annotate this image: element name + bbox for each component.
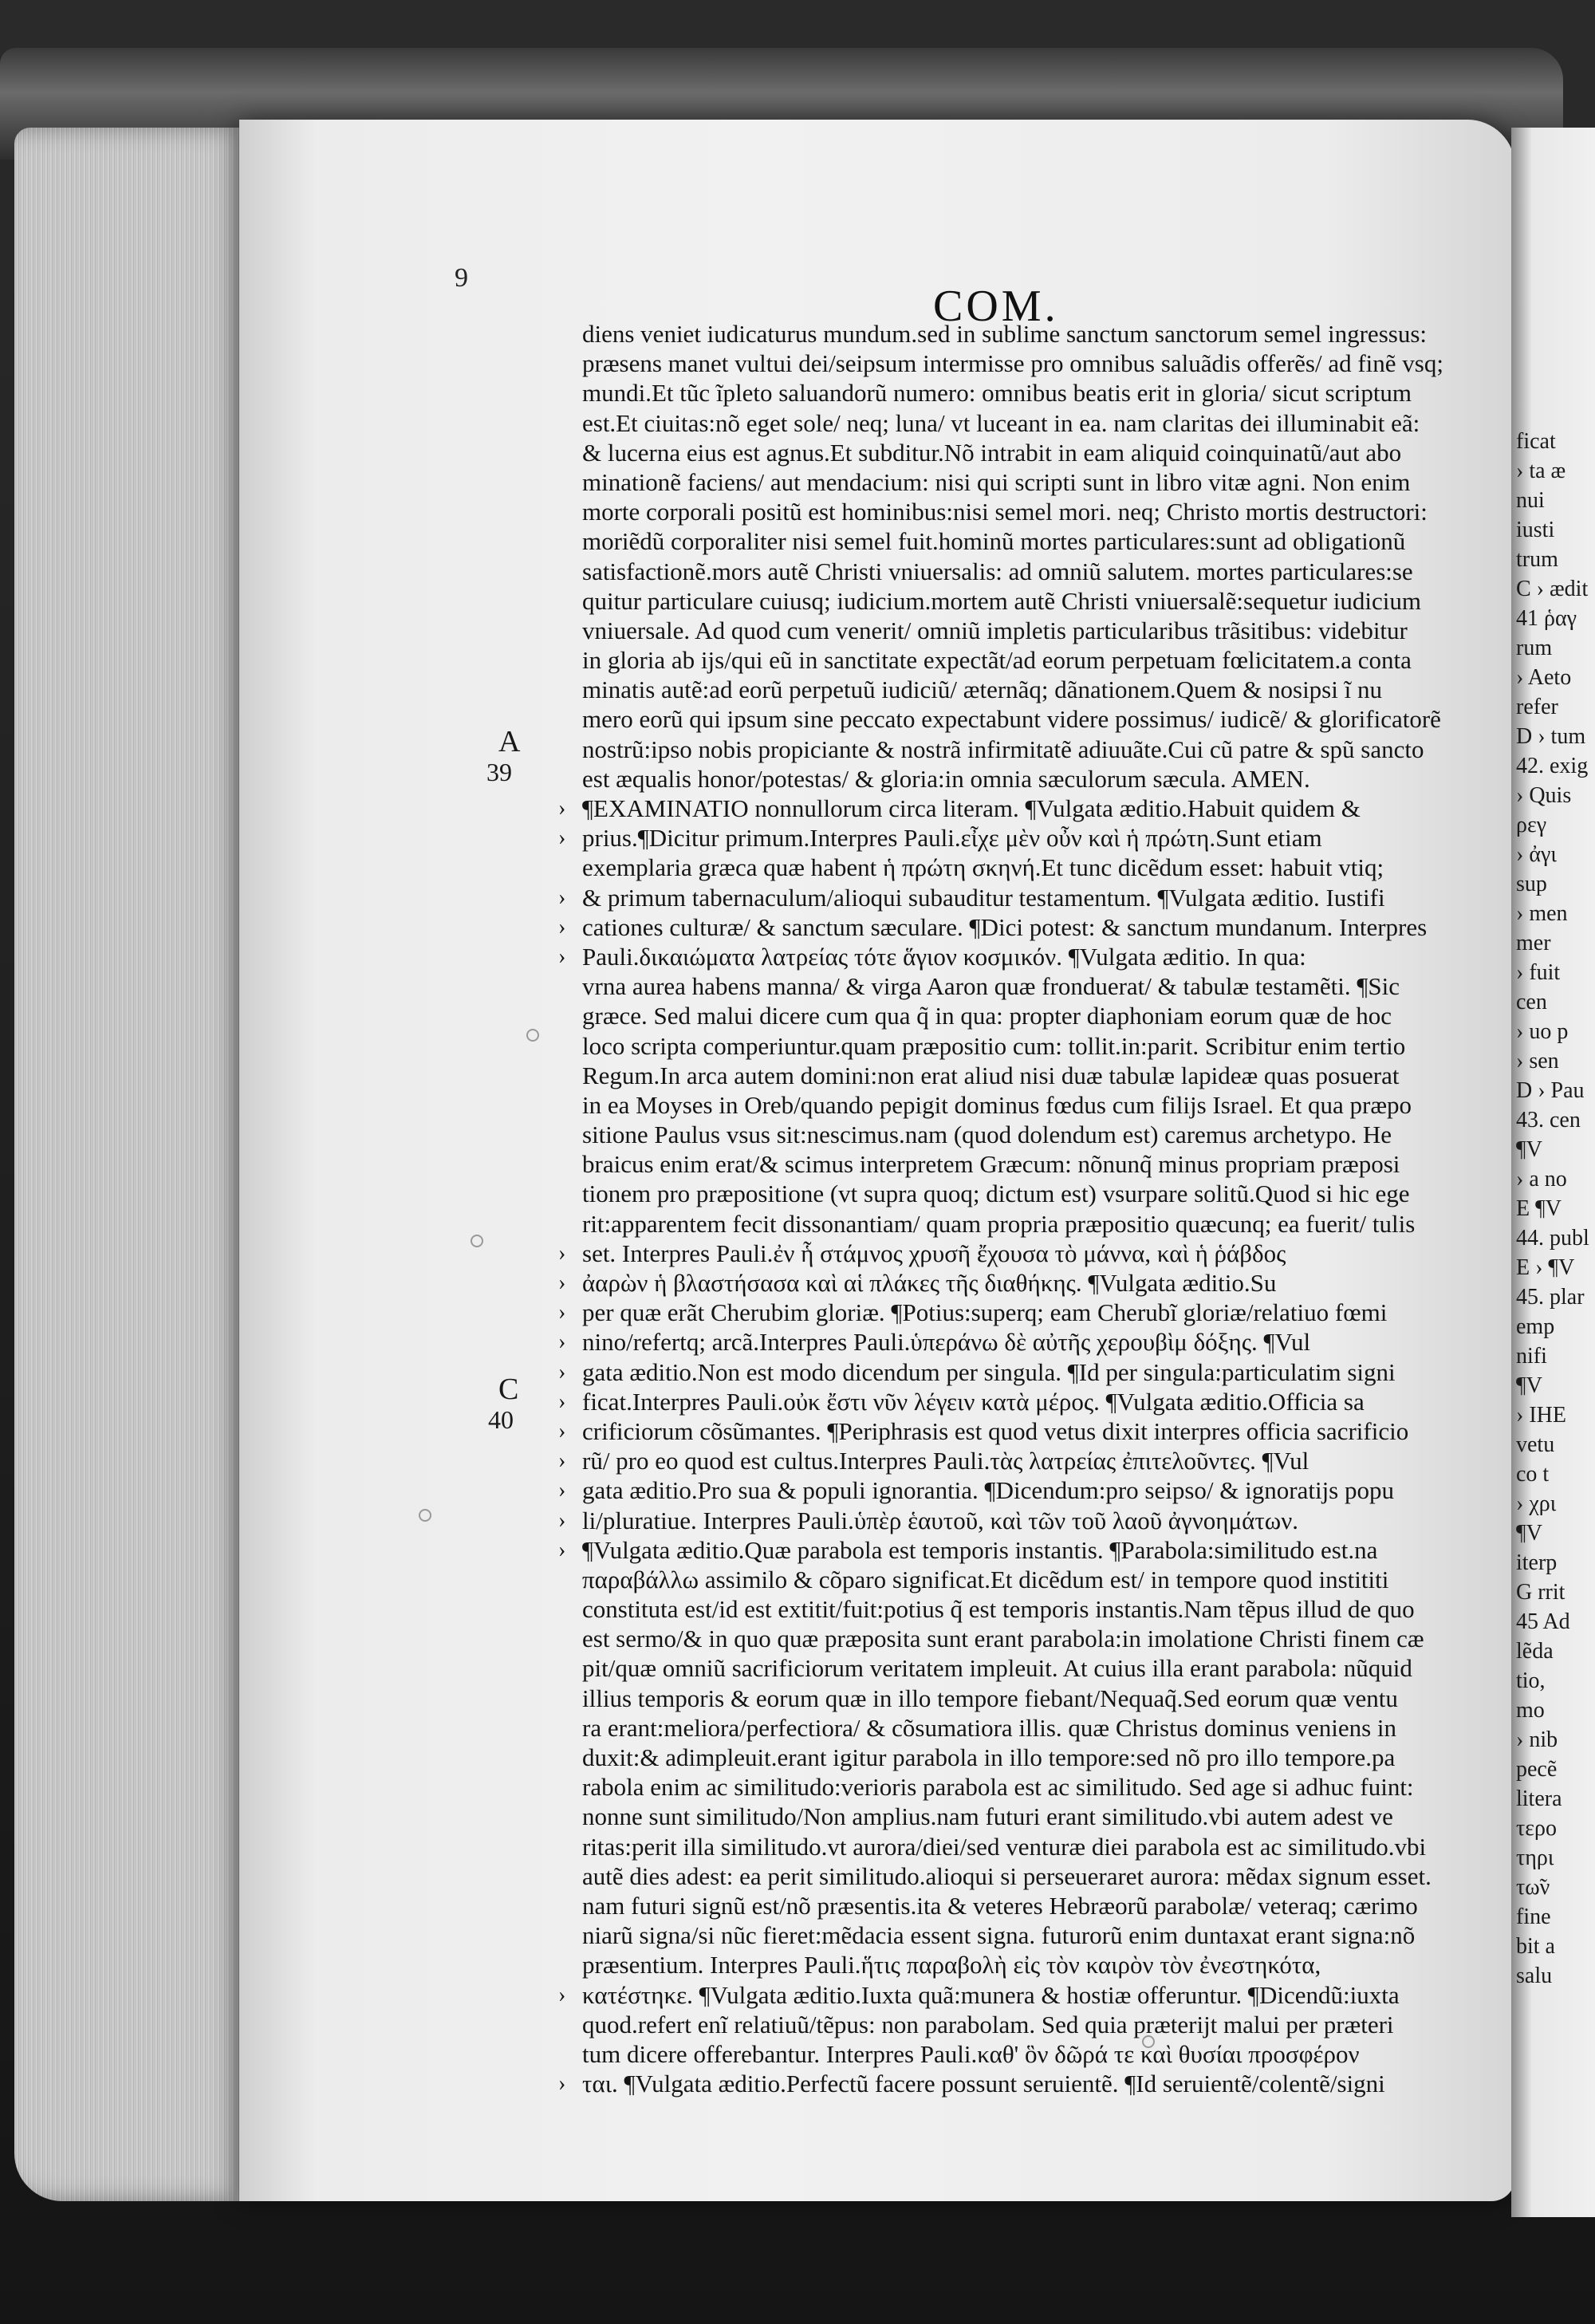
running-head: COM.: [933, 282, 1059, 331]
ink-spot: [526, 1029, 539, 1042]
right-page-line: ¶V: [1516, 1373, 1542, 1398]
text-line: [582, 1743, 1420, 1772]
line-text: crificiorum cõsũmantes. ¶Periphrasis est quod vetus dixit interpres officia sacrificio: [582, 1416, 1409, 1445]
text-line: [582, 1090, 1420, 1120]
text-line: [582, 1802, 1420, 1831]
right-page-line: mo: [1516, 1698, 1545, 1723]
text-line: [582, 378, 1420, 408]
right-page-line: trum: [1516, 547, 1558, 572]
right-page-line: pecẽ: [1516, 1757, 1558, 1782]
line-text: satisfactionẽ.mors autẽ Christi vniuersalis: ad omniũ salutem. mortes particulares:se: [582, 557, 1413, 585]
text-line: [582, 675, 1420, 704]
main-text-column: [558, 319, 1443, 2098]
text-line: [582, 1209, 1420, 1239]
right-page-fragment: [1511, 128, 1595, 2217]
text-line: [582, 1713, 1420, 1743]
ink-spot: [471, 1235, 483, 1247]
line-text: παραβάλλω assimilo & cõparo significat.Et dicẽdum est/ in tempore quod instititi: [582, 1565, 1389, 1593]
right-page-line: refer: [1516, 695, 1558, 719]
line-text: diens veniet iudicaturus mundum.sed in sublime sanctum sanctorum semel ingressus:: [582, 320, 1427, 348]
line-text: rũ/ pro eo quod est cultus.Interpres Pauli.τὰς λατρείας ἐπιτελοῦντες. ¶Vul: [582, 1447, 1309, 1475]
text-line: [558, 1239, 1420, 1268]
text-line: [582, 645, 1420, 675]
right-page-line: vetu: [1516, 1432, 1555, 1457]
text-line: [582, 1832, 1427, 1861]
line-text: constituta est/id est extitit/fuit:potius q̃ est temporis instantis.Nam tẽpus illud de quo: [582, 1595, 1415, 1624]
text-line: [558, 1535, 1420, 1565]
text-line: [582, 971, 1420, 1001]
line-text: est sermo/& in quo quæ præposita sunt erant parabola:in imolatione Christi finem cæ: [582, 1625, 1424, 1653]
right-page-line: › χρι: [1516, 1491, 1557, 1516]
line-text: & lucerna eius est agnus.Et subditur.Nõ intrabit in eam aliquid coinquinatũ/aut abo: [582, 438, 1402, 467]
text-line: [582, 1950, 1420, 1979]
line-text: ¶EXAMINATIO nonnullorum circa literam. ¶Vulgata æditio.Habuit quidem &: [582, 794, 1361, 822]
right-page-line: › uo p: [1516, 1019, 1569, 1044]
right-page-line: ficat: [1516, 429, 1556, 454]
text-line: [582, 1624, 1424, 1653]
line-text: nam futuri signũ est/nõ præsentis.ita & veteres Hebræorũ parabolæ/ veteraq; cærimo: [582, 1891, 1418, 1920]
text-line: [582, 319, 1427, 349]
line-text: minatis autẽ:ad eorũ perpetuũ iudiciũ/ æternãq; dãnationem.Quem & nosipsi ĩ nu: [582, 676, 1382, 704]
line-text: mundi.Et tũc ĩpleto saluandorũ numero: omnibus beatis erit in gloria/ sicut scriptum: [582, 379, 1412, 408]
line-text: moriẽdũ corporaliter nisi semel fuit.hominũ mortes particulares:sunt ad obligationũ: [582, 527, 1406, 556]
line-text: exemplaria græca quæ habent ἡ πρώτη σκηνή.Et tunc dicẽdum esset: habuit vtiq;: [582, 853, 1384, 882]
text-line: [558, 2069, 1420, 2098]
right-page-line: ¶V: [1516, 1521, 1542, 1546]
text-line: [582, 1565, 1420, 1594]
line-text: præsentium. Interpres Pauli.ἥτις παραβολὴ εἰς τὸν καιρὸν τὸν ἐνεστηκότα,: [582, 1951, 1321, 1979]
line-marker: ›: [558, 1388, 566, 1414]
text-line: [582, 1120, 1420, 1149]
text-line: [558, 1980, 1420, 2010]
right-page-line: litera: [1516, 1786, 1562, 1811]
folio-number: 9: [455, 263, 468, 293]
right-page-line: rum: [1516, 636, 1553, 660]
text-line: [582, 1891, 1420, 1920]
text-line: [582, 1001, 1420, 1030]
line-marker: ›: [558, 1982, 566, 2007]
line-marker: ›: [558, 1418, 566, 1444]
line-text: est.Et ciuitas:nõ eget sole/ neq; luna/ vt luceant in ea. nam claritas dei illuminabit eã:: [582, 408, 1420, 437]
line-text: mero eorũ qui ipsum sine peccato expectabunt videre possimus/ iudicẽ/ & glorificatorẽ: [582, 705, 1441, 734]
line-text: duxit:& adimpleuit.erant igitur parabola in illo tempore:sed nõ pro illo tempore.pa: [582, 1743, 1396, 1771]
right-page-line: E › ¶V: [1516, 1255, 1575, 1280]
right-page-line: nui: [1516, 488, 1545, 513]
text-line: [582, 1861, 1432, 1891]
line-marker: ›: [558, 1478, 566, 1503]
right-page-line: τερο: [1516, 1816, 1557, 1841]
line-marker: ›: [558, 1329, 566, 1355]
text-line: [582, 764, 1420, 794]
text-line: [582, 557, 1420, 586]
margin-note-39: 39: [486, 758, 512, 786]
right-page-line: › Quis: [1516, 783, 1572, 808]
line-text: κατέστηκε. ¶Vulgata æditio.Iuxta quã:munera & hostiæ offeruntur. ¶Dicendũ:iuxta: [582, 1980, 1400, 2009]
right-page-line: 43. cen: [1516, 1108, 1581, 1132]
right-page-line: cen: [1516, 990, 1547, 1014]
text-line: [558, 794, 1420, 823]
line-text: in gloria ab ijs/qui eũ in sanctitate expectãt/ad eorum perpetuam fœlicitatem.a conta: [582, 646, 1412, 675]
text-line: [558, 1327, 1420, 1357]
right-page-line: › ἀγι: [1516, 842, 1557, 867]
text-line: [582, 349, 1443, 378]
right-page-line: › fuit: [1516, 960, 1561, 985]
text-line: [582, 1594, 1420, 1624]
line-text: est æqualis honor/potestas/ & gloria:in omnia sæculorum sæcula. AMEN.: [582, 764, 1310, 793]
text-line: [582, 1920, 1420, 1950]
text-line: [558, 1416, 1420, 1446]
right-page-line: lẽda: [1516, 1639, 1554, 1664]
text-line: [558, 1298, 1420, 1327]
line-marker: ›: [558, 1270, 566, 1295]
margin-note-a: A: [498, 725, 521, 758]
right-page-line: › ta æ: [1516, 459, 1566, 483]
line-marker: ›: [558, 2071, 566, 2097]
line-text: ritas:perit illa similitudo.vt aurora/diei/sed venturæ diei parabola est ac similitudo.vbi: [582, 1832, 1427, 1861]
right-page-line: nifi: [1516, 1344, 1547, 1369]
text-line: [582, 1772, 1420, 1802]
right-page-line: › nib: [1516, 1727, 1558, 1752]
line-text: niarũ signa/si nũc fieret:mẽdacia essent signa. futurorũ enim duntaxat erant signa:nõ: [582, 1921, 1416, 1950]
text-line: [558, 912, 1428, 942]
text-line: [582, 526, 1420, 556]
right-page-line: ¶V: [1516, 1137, 1542, 1162]
text-line: [558, 1387, 1420, 1416]
text-line: [582, 586, 1420, 616]
right-page-line: 45. plar: [1516, 1285, 1585, 1310]
text-line: [582, 1684, 1420, 1713]
line-text: Regum.In arca autem domini:non erat aliud nisi duæ tabulæ lapideæ quas posuerat: [582, 1061, 1400, 1089]
right-page-line: › sen: [1516, 1049, 1559, 1073]
right-page-line: › Aeto: [1516, 665, 1572, 690]
text-line: [582, 1179, 1420, 1208]
line-text: cationes culturæ/ & sanctum sæculare. ¶Dici potest: & sanctum mundanum. Interpres: [582, 912, 1428, 941]
line-text: tum dicere offerebantur. Interpres Pauli.καθ' ὃν δῶρά τε καὶ θυσίαι προσφέρον: [582, 2039, 1360, 2068]
line-text: ¶Vulgata æditio.Quæ parabola est temporis instantis. ¶Parabola:similitudo est.na: [582, 1535, 1378, 1564]
line-marker: ›: [558, 1448, 566, 1474]
text-line: [582, 497, 1428, 526]
text-line: [558, 942, 1420, 971]
text-line: [582, 1061, 1420, 1090]
line-text: gata æditio.Non est modo dicendum per singula. ¶Id per singula:particulatim signi: [582, 1357, 1396, 1386]
text-line: [582, 735, 1424, 764]
right-page-line: G rrit: [1516, 1580, 1565, 1605]
right-page-line: 44. publ: [1516, 1226, 1589, 1251]
line-text: Pauli.δικαιώματα λατρείας τότε ἅγιον κοσμικόν. ¶Vulgata æditio. In qua:: [582, 942, 1306, 971]
text-line: [582, 704, 1441, 734]
text-line: [558, 883, 1420, 912]
right-page-line: iterp: [1516, 1550, 1558, 1575]
line-text: illius temporis & eorum quæ in illo tempore fiebant/Nequaq̃.Sed eorum quæ ventu: [582, 1684, 1398, 1712]
line-text: nonne sunt similitudo/Non amplius.nam futuri erant similitudo.vbi autem adest ve: [582, 1802, 1393, 1831]
line-marker: ›: [558, 825, 566, 851]
line-marker: ›: [558, 1240, 566, 1266]
right-page-line: D › Pau: [1516, 1078, 1585, 1103]
right-page-line: E ¶V: [1516, 1196, 1562, 1221]
text-line: [582, 2010, 1420, 2039]
right-page-line: τηρι: [1516, 1845, 1554, 1870]
line-text: tionem pro præpositione (vt supra quoq; dictum est) vsurpare solitũ.Quod si hic ege: [582, 1180, 1410, 1208]
text-line: [582, 2039, 1420, 2069]
line-text: rit:apparentem fecit dissonantiam/ quam propria præpositio quæcunq; ea fuerit/ tulis: [582, 1209, 1416, 1238]
right-page-line: mer: [1516, 931, 1551, 955]
line-text: morte corporali positũ est hominibus:nisi semel mori. neq; Christo mortis destructori:: [582, 498, 1428, 526]
line-text: & primum tabernaculum/alioqui subauditur testamentum. ¶Vulgata æditio. Iustifi: [582, 883, 1385, 912]
right-page-line: co t: [1516, 1462, 1550, 1487]
right-page-line: emp: [1516, 1314, 1555, 1339]
line-text: quod.refert enĩ relatiuũ/tẽpus: non parabolam. Sed quia præterijt malui per præteri: [582, 2010, 1394, 2038]
line-text: nostrũ:ipso nobis propiciante & nostrã infirmitatẽ adiuuãte.Cui cũ patre & spũ sancto: [582, 735, 1424, 763]
line-text: autẽ dies adest: ea perit similitudo.alioqui si perseueraret aurora: mẽdax signum esset.: [582, 1861, 1432, 1890]
right-page-line: iusti: [1516, 518, 1555, 542]
right-page-line: 45 Ad: [1516, 1609, 1570, 1634]
line-text: vrna aurea habens manna/ & virga Aaron quæ fronduerat/ & tabulæ testamẽti. ¶Sic: [582, 972, 1400, 1001]
margin-note-40: 40: [488, 1405, 514, 1434]
line-marker: ›: [558, 884, 566, 910]
line-marker: ›: [558, 796, 566, 821]
line-text: braicus enim erat/& scimus interpretem Græcum: nõnunq̃ minus propriam præposi: [582, 1150, 1400, 1179]
text-line: [558, 1506, 1420, 1535]
line-text: quitur particulare cuiusq; iudicium.mortem autẽ Christi vniuersalẽ:sequetur iudicium: [582, 586, 1422, 615]
text-line: [558, 1357, 1420, 1387]
text-line: [558, 823, 1420, 853]
text-line: [558, 1475, 1420, 1505]
line-text: nino/refertq; arcã.Interpres Pauli.ὑπεράνω δὲ αὐτῆς χερουβὶμ δόξης. ¶Vul: [582, 1328, 1311, 1357]
right-page-line: τω̃ν: [1516, 1875, 1550, 1900]
line-text: in ea Moyses in Oreb/quando pepigit dominus fœdus cum filijs Israel. Et qua præpo: [582, 1090, 1412, 1119]
right-page-line: 42. exig: [1516, 754, 1589, 778]
right-page-text: [1511, 427, 1595, 1991]
right-page-line: › IHE: [1516, 1403, 1566, 1428]
line-text: set. Interpres Pauli.ἐν ἧ στάμνος χρυσῆ ἔχουσα τὸ μάννα, καὶ ἡ ῥάβδος: [582, 1239, 1286, 1267]
text-line: [558, 1268, 1420, 1298]
line-marker: ›: [558, 943, 566, 969]
right-page-line: bit a: [1516, 1934, 1555, 1959]
line-text: loco scripta comperiuntur.quam præpositio cum: tollit.in:parit. Scribitur enim tertio: [582, 1031, 1406, 1060]
line-marker: ›: [558, 1507, 566, 1533]
line-text: per quæ erãt Cherubim gloriæ. ¶Potius:superq; eam Cherubĩ gloriæ/relatiuo fœmi: [582, 1298, 1388, 1327]
right-page-line: › a no: [1516, 1167, 1567, 1192]
line-text: rabola enim ac similitudo:verioris parabola est ac similitudo. Sed age si adhuc fuint:: [582, 1773, 1414, 1802]
text-line: [582, 1149, 1420, 1179]
line-text: vniuersale. Ad quod cum venerit/ omniũ impletis particularibus trãsitibus: videbitur: [582, 616, 1408, 644]
text-line: [582, 408, 1420, 438]
text-line: [582, 467, 1420, 497]
line-text: li/pluratiue. Interpres Pauli.ὑπὲρ ἑαυτοῦ, καὶ τῶν τοῦ λαοῦ ἀγνοημάτων.: [582, 1506, 1298, 1534]
text-line: [582, 1653, 1420, 1683]
ink-spot: [419, 1509, 431, 1522]
text-line: [582, 853, 1420, 882]
right-page-line: ρεγ: [1516, 813, 1547, 837]
line-text: prius.¶Dicitur primum.Interpres Pauli.εἶχε μὲν οὖν καὶ ἡ πρώτη.Sunt etiam: [582, 824, 1322, 853]
line-marker: ›: [558, 1300, 566, 1325]
text-line: [582, 616, 1420, 645]
text-line: [558, 1446, 1420, 1475]
line-text: gata æditio.Pro sua & populi ignorantia. ¶Dicendum:pro seipso/ & ignoratijs popu: [582, 1476, 1394, 1505]
page-edges: [14, 128, 254, 2201]
line-text: græce. Sed malui dicere cum qua q̃ in qua: propter diaphoniam eorum quæ de hoc: [582, 1002, 1392, 1030]
line-text: minationẽ faciens/ aut mendacium: nisi qui scripti sunt in libro vitæ agni. Non enim: [582, 467, 1411, 496]
right-page-line: fine: [1516, 1904, 1551, 1929]
right-page-line: 41 ῥαγ: [1516, 606, 1577, 631]
line-marker: ›: [558, 914, 566, 939]
line-text: ἀαρὼν ἡ βλαστήσασα καὶ αἱ πλάκες τῆς διαθήκης. ¶Vulgata æditio.Su: [582, 1269, 1277, 1297]
line-text: ται. ¶Vulgata æditio.Perfectũ facere possunt seruientẽ. ¶Id seruientẽ/colentẽ/signi: [582, 2070, 1385, 2098]
right-page-line: C › ædit: [1516, 577, 1589, 601]
right-page-line: › men: [1516, 901, 1568, 926]
right-page-line: salu: [1516, 1964, 1553, 1988]
margin-note-c: C: [498, 1373, 519, 1406]
text-line: [582, 438, 1420, 467]
line-text: sitione Paulus vsus sit:nescimus.nam (quod dolendum est) caremus archetypo. He: [582, 1121, 1392, 1149]
line-text: ra erant:meliora/perfectiora/ & cõsumatiora illis. quæ Christus dominus veniens in: [582, 1713, 1397, 1742]
line-text: ficat.Interpres Pauli.οὐκ ἔστι νῦν λέγειν κατὰ μέρος. ¶Vulgata æditio.Officia sa: [582, 1387, 1365, 1416]
right-page-line: sup: [1516, 872, 1547, 896]
right-page-line: D › tum: [1516, 724, 1586, 749]
line-text: pit/quæ omniũ sacrificiorum veritatem impleuit. At cuius illa erant parabola: nũquid: [582, 1654, 1412, 1683]
line-marker: ›: [558, 1359, 566, 1385]
text-line: [582, 1031, 1420, 1061]
line-text: præsens manet vultui dei/seipsum intermisse pro omnibus saluãdis offerẽs/ ad finẽ vsq;: [582, 349, 1443, 378]
right-page-line: tio,: [1516, 1668, 1546, 1693]
line-marker: ›: [558, 1537, 566, 1562]
